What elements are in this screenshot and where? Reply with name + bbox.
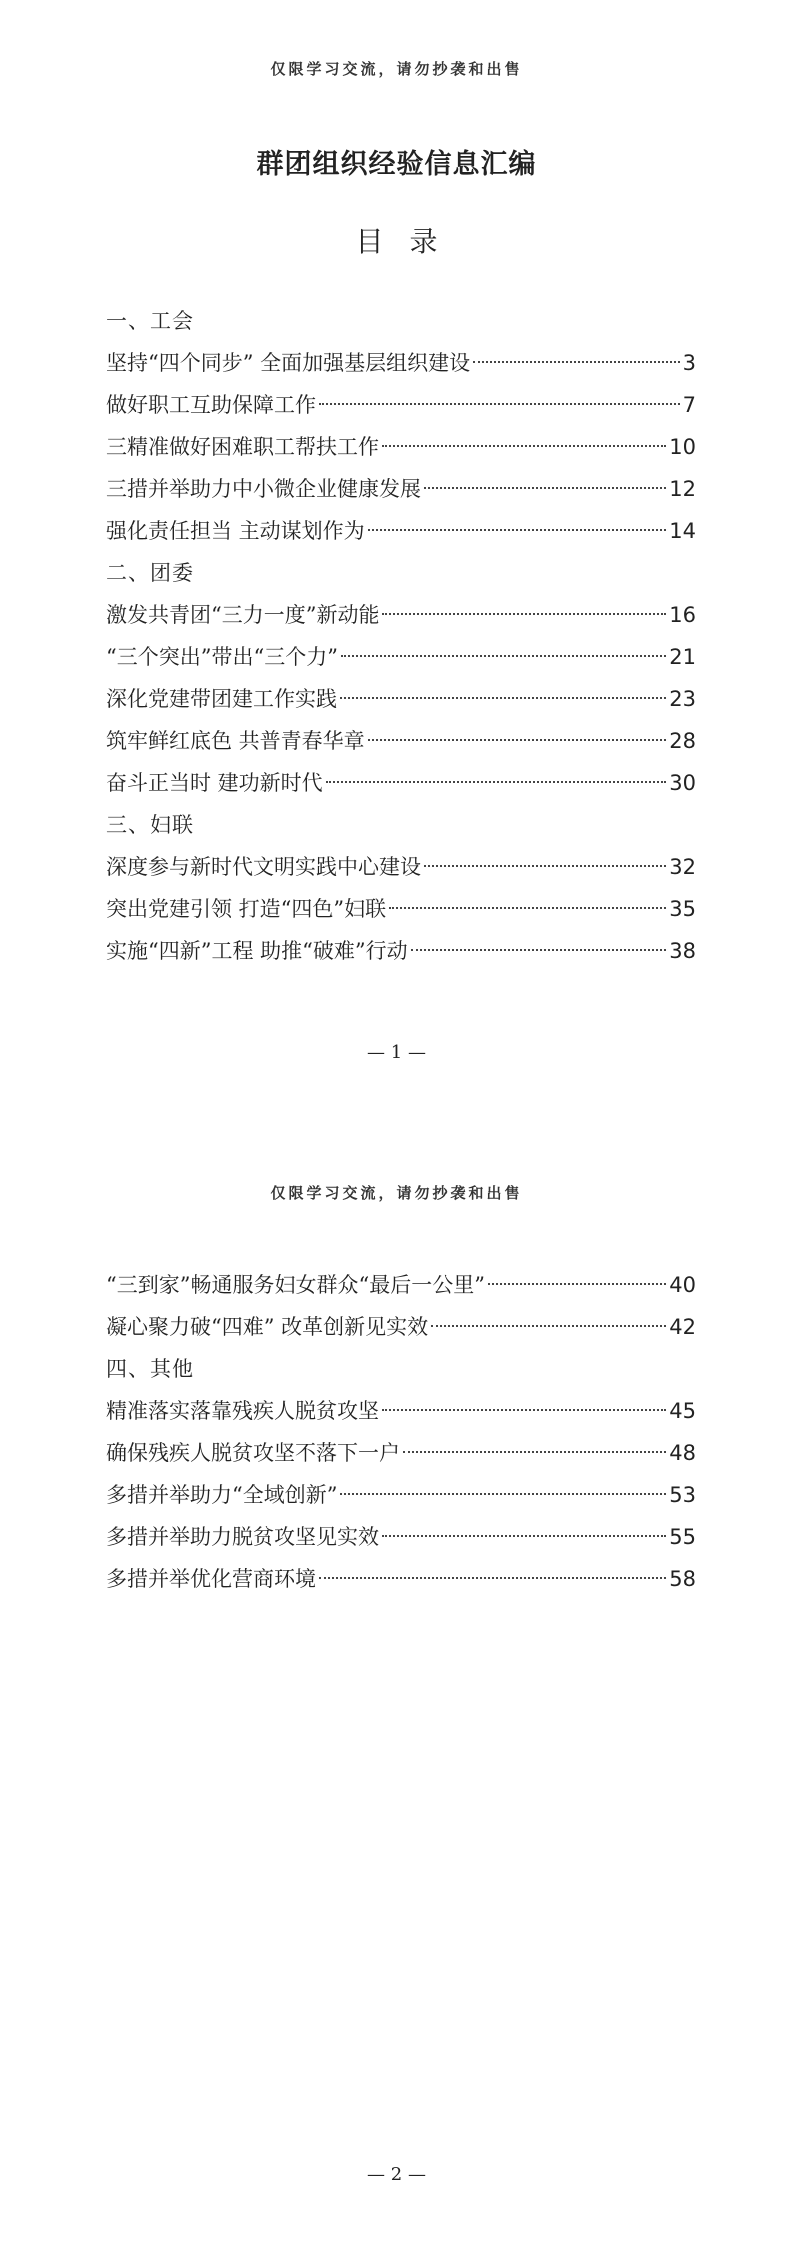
- toc-entry-title: 做好职工互助保障工作: [106, 393, 316, 417]
- toc-entry: [106, 720, 696, 762]
- toc-entry-page-number: 58: [669, 1567, 696, 1591]
- toc-entry-title: 三精准做好困难职工帮扶工作: [106, 435, 379, 459]
- table-of-contents: [106, 300, 696, 972]
- toc-entry-title: 实施“四新”工程 助推“破难”行动: [106, 939, 408, 963]
- dot-leader: [424, 865, 666, 867]
- dot-leader: [488, 1283, 666, 1285]
- toc-entry: [106, 510, 696, 552]
- toc-entry: [106, 342, 696, 384]
- toc-entry: [106, 1432, 696, 1474]
- toc-entry: [106, 1558, 696, 1600]
- dot-leader: [424, 487, 666, 489]
- dot-leader: [340, 1493, 666, 1495]
- dot-leader: [403, 1451, 666, 1453]
- document-title: 群团组织经验信息汇编: [256, 149, 537, 180]
- dot-leader: [382, 613, 666, 615]
- toc-entry: [106, 930, 696, 972]
- toc-entry: [106, 888, 696, 930]
- toc-entry-page-number: 12: [669, 477, 696, 501]
- toc-entry-page-number: 42: [669, 1315, 696, 1339]
- dot-leader: [340, 697, 666, 699]
- dot-leader: [382, 1535, 666, 1537]
- toc-entry: [106, 384, 696, 426]
- toc-entry-title: 激发共青团“三力一度”新动能: [106, 603, 380, 627]
- toc-entry-page-number: 48: [669, 1441, 696, 1465]
- toc-entry-title: 三措并举助力中小微企业健康发展: [106, 477, 421, 501]
- toc-entry-page-number: 55: [669, 1525, 696, 1549]
- toc-entry: [106, 636, 696, 678]
- toc-section-heading: 二、团委: [106, 561, 194, 585]
- toc-entry: [106, 1264, 696, 1306]
- toc-entry: [106, 426, 696, 468]
- dot-leader: [319, 403, 680, 405]
- toc-entry-title: 多措并举优化营商环境: [106, 1567, 316, 1591]
- toc-entry-title: 凝心聚力破“四难” 改革创新见实效: [106, 1315, 429, 1339]
- toc-entry-title: 奋斗正当时 建功新时代: [106, 771, 323, 795]
- toc-section-heading: 三、妇联: [106, 813, 194, 837]
- header-note: 仅限学习交流，请勿抄袭和出售: [270, 1184, 523, 1202]
- toc-entry-page-number: 14: [669, 519, 696, 543]
- toc-entry: [106, 1306, 696, 1348]
- toc-entry-page-number: 28: [669, 729, 696, 753]
- toc-entry-title: 精准落实落靠残疾人脱贫攻坚: [106, 1399, 379, 1423]
- toc-entry-title: 深度参与新时代文明实践中心建设: [106, 855, 421, 879]
- header-note: 仅限学习交流，请勿抄袭和出售: [270, 60, 523, 78]
- toc-entry-title: 筑牢鲜红底色 共普青春华章: [106, 729, 365, 753]
- toc-entry-page-number: 21: [669, 645, 696, 669]
- dot-leader: [341, 655, 666, 657]
- toc-entry: [106, 846, 696, 888]
- toc-entry-title: 多措并举助力“全域创新”: [106, 1483, 338, 1507]
- toc-entry: [106, 1474, 696, 1516]
- toc-entry: [106, 1516, 696, 1558]
- toc-entry-page-number: 35: [669, 897, 696, 921]
- toc-entry: [106, 678, 696, 720]
- toc-entry-title: 强化责任担当 主动谋划作为: [106, 519, 365, 543]
- toc-section-heading: 一、工会: [106, 309, 194, 333]
- toc-entry-page-number: 7: [682, 393, 696, 417]
- dot-leader: [382, 1409, 666, 1411]
- toc-entry-title: 突出党建引领 打造“四色”妇联: [106, 897, 387, 921]
- toc-entry-page-number: 10: [669, 435, 696, 459]
- dot-leader: [411, 949, 667, 951]
- page-number-footer: — 2 —: [367, 2164, 426, 2185]
- toc-entry: [106, 468, 696, 510]
- toc-entry-page-number: 30: [669, 771, 696, 795]
- dot-leader: [382, 445, 666, 447]
- toc-entry-page-number: 32: [669, 855, 696, 879]
- table-of-contents: [106, 1264, 696, 1600]
- toc-entry: [106, 762, 696, 804]
- dot-leader: [473, 361, 679, 363]
- toc-entry-page-number: 16: [669, 603, 696, 627]
- toc-entry-page-number: 3: [682, 351, 696, 375]
- toc-entry: [106, 594, 696, 636]
- dot-leader: [326, 781, 667, 783]
- toc-entry-page-number: 53: [669, 1483, 696, 1507]
- toc-entry-title: 确保残疾人脱贫攻坚不落下一户: [106, 1441, 400, 1465]
- dot-leader: [368, 739, 667, 741]
- toc-entry-title: 多措并举助力脱贫攻坚见实效: [106, 1525, 379, 1549]
- toc-entry-page-number: 38: [669, 939, 696, 963]
- toc-entry-title: 深化党建带团建工作实践: [106, 687, 337, 711]
- dot-leader: [389, 907, 666, 909]
- toc-entry: [106, 1390, 696, 1432]
- dot-leader: [368, 529, 667, 531]
- document-page-2: [0, 1122, 793, 2244]
- toc-entry-page-number: 45: [669, 1399, 696, 1423]
- toc-heading: 目录: [355, 225, 464, 258]
- toc-section-heading: 四、其他: [106, 1357, 194, 1381]
- toc-entry-page-number: 40: [669, 1273, 696, 1297]
- toc-entry-title: “三个突出”带出“三个力”: [106, 645, 338, 669]
- toc-entry-title: “三到家”畅通服务妇女群众“最后一公里”: [106, 1273, 485, 1297]
- toc-entry-title: 坚持“四个同步” 全面加强基层组织建设: [106, 351, 471, 375]
- dot-leader: [319, 1577, 666, 1579]
- page-number-footer: — 1 —: [367, 1042, 426, 1063]
- dot-leader: [431, 1325, 666, 1327]
- toc-entry-page-number: 23: [669, 687, 696, 711]
